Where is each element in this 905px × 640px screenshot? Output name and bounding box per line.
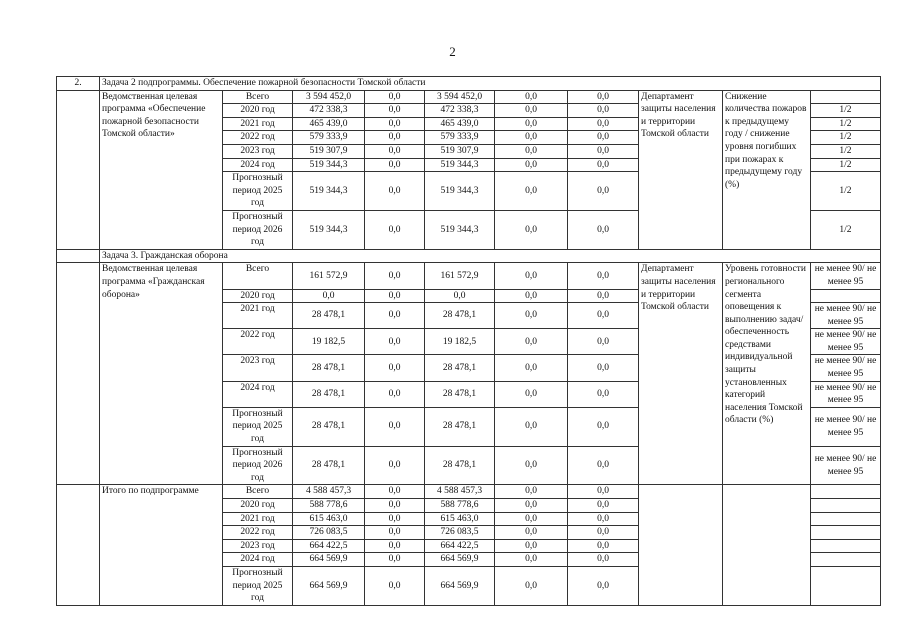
empty-cell — [811, 512, 881, 526]
amount-local: 0,0 — [495, 355, 568, 381]
amount-regional: 519 344,3 — [425, 210, 495, 249]
amount-total: 472 338,3 — [293, 104, 365, 118]
table-row — [57, 485, 881, 499]
empty-cell — [811, 553, 881, 567]
amount-extra: 0,0 — [568, 263, 639, 289]
empty-cell — [57, 263, 100, 485]
target-value: 1/2 — [811, 131, 881, 145]
department-name: Департамент защиты населения и территории Томской области — [639, 90, 723, 249]
amount-regional: 664 422,5 — [425, 539, 495, 553]
amount-federal: 0,0 — [365, 210, 425, 249]
table-row — [57, 263, 881, 289]
period-cell: 2024 год — [223, 158, 293, 172]
amount-regional: 465 439,0 — [425, 117, 495, 131]
period-cell: Прогнозный период 2025 год — [223, 566, 293, 605]
amount-regional: 28 478,1 — [425, 355, 495, 381]
target-value: не менее 90/ не менее 95 — [811, 355, 881, 381]
amount-total: 28 478,1 — [293, 303, 365, 329]
amount-extra: 0,0 — [568, 539, 639, 553]
amount-federal: 0,0 — [365, 263, 425, 289]
target-value: не менее 90/ не менее 95 — [811, 381, 881, 407]
amount-extra: 0,0 — [568, 131, 639, 145]
amount-local: 0,0 — [495, 131, 568, 145]
table-row — [57, 90, 881, 104]
amount-regional: 28 478,1 — [425, 407, 495, 446]
amount-federal: 0,0 — [365, 553, 425, 567]
amount-regional: 0,0 — [425, 289, 495, 303]
amount-regional: 664 569,9 — [425, 566, 495, 605]
amount-total: 28 478,1 — [293, 407, 365, 446]
department-name: Департамент защиты населения и территории Томской области — [639, 263, 723, 485]
target-value: не менее 90/ не менее 95 — [811, 303, 881, 329]
amount-regional: 615 463,0 — [425, 512, 495, 526]
amount-local: 0,0 — [495, 499, 568, 513]
empty-cell — [811, 485, 881, 499]
period-cell: Прогнозный период 2026 год — [223, 446, 293, 485]
amount-regional: 28 478,1 — [425, 381, 495, 407]
amount-total: 579 333,9 — [293, 131, 365, 145]
amount-total: 28 478,1 — [293, 446, 365, 485]
target-value: не менее 90/ не менее 95 — [811, 263, 881, 289]
amount-federal: 0,0 — [365, 117, 425, 131]
amount-extra: 0,0 — [568, 210, 639, 249]
amount-local: 0,0 — [495, 117, 568, 131]
amount-total: 519 307,9 — [293, 144, 365, 158]
amount-federal: 0,0 — [365, 566, 425, 605]
target-value: 1/2 — [811, 104, 881, 118]
amount-regional: 4 588 457,3 — [425, 485, 495, 499]
amount-local: 0,0 — [495, 526, 568, 540]
page-number: 2 — [449, 44, 456, 59]
period-cell: 2024 год — [223, 553, 293, 567]
amount-federal: 0,0 — [365, 131, 425, 145]
amount-regional: 519 344,3 — [425, 158, 495, 172]
amount-federal: 0,0 — [365, 144, 425, 158]
amount-federal: 0,0 — [365, 499, 425, 513]
amount-federal: 0,0 — [365, 303, 425, 329]
total-label: Итого по подпрограмме — [100, 485, 223, 605]
amount-regional: 19 182,5 — [425, 329, 495, 355]
target-value — [811, 289, 881, 303]
amount-extra: 0,0 — [568, 553, 639, 567]
amount-federal: 0,0 — [365, 172, 425, 211]
amount-total: 28 478,1 — [293, 381, 365, 407]
amount-extra: 0,0 — [568, 485, 639, 499]
amount-extra: 0,0 — [568, 90, 639, 104]
amount-local: 0,0 — [495, 539, 568, 553]
amount-local: 0,0 — [495, 553, 568, 567]
amount-regional: 579 333,9 — [425, 131, 495, 145]
amount-regional: 28 478,1 — [425, 303, 495, 329]
amount-federal: 0,0 — [365, 512, 425, 526]
target-value: 1/2 — [811, 158, 881, 172]
amount-total: 19 182,5 — [293, 329, 365, 355]
amount-federal: 0,0 — [365, 104, 425, 118]
amount-total: 161 572,9 — [293, 263, 365, 289]
period-cell: 2020 год — [223, 499, 293, 513]
amount-federal: 0,0 — [365, 526, 425, 540]
amount-extra: 0,0 — [568, 104, 639, 118]
period-cell: Прогнозный период 2026 год — [223, 210, 293, 249]
amount-extra: 0,0 — [568, 144, 639, 158]
amount-local: 0,0 — [495, 172, 568, 211]
amount-extra: 0,0 — [568, 526, 639, 540]
amount-regional: 726 083,5 — [425, 526, 495, 540]
amount-extra: 0,0 — [568, 407, 639, 446]
amount-extra: 0,0 — [568, 303, 639, 329]
amount-extra: 0,0 — [568, 566, 639, 605]
amount-regional: 588 778,6 — [425, 499, 495, 513]
amount-regional: 519 344,3 — [425, 172, 495, 211]
period-cell: 2022 год — [223, 131, 293, 145]
target-value: не менее 90/ не менее 95 — [811, 329, 881, 355]
amount-total: 726 083,5 — [293, 526, 365, 540]
period-cell: 2020 год — [223, 104, 293, 118]
amount-extra: 0,0 — [568, 329, 639, 355]
amount-extra: 0,0 — [568, 446, 639, 485]
amount-federal: 0,0 — [365, 355, 425, 381]
amount-extra: 0,0 — [568, 289, 639, 303]
amount-extra: 0,0 — [568, 355, 639, 381]
empty-cell — [723, 485, 811, 605]
amount-extra: 0,0 — [568, 499, 639, 513]
program-name: Ведомственная целевая программа «Обеспечение пожарной безопасности Томской области» — [100, 90, 223, 249]
amount-total: 28 478,1 — [293, 355, 365, 381]
target-value: 1/2 — [811, 210, 881, 249]
amount-local: 0,0 — [495, 407, 568, 446]
amount-local: 0,0 — [495, 158, 568, 172]
amount-local: 0,0 — [495, 329, 568, 355]
target-value: не менее 90/ не менее 95 — [811, 446, 881, 485]
amount-extra: 0,0 — [568, 512, 639, 526]
amount-local: 0,0 — [495, 90, 568, 104]
amount-federal: 0,0 — [365, 539, 425, 553]
empty-cell — [811, 566, 881, 605]
indicator-name: Снижение количества пожаров к предыдущему году / снижение уровня погибших при пожарах к предыдущему году (%) — [723, 90, 811, 249]
amount-total: 0,0 — [293, 289, 365, 303]
amount-federal: 0,0 — [365, 407, 425, 446]
target-value: не менее 90/ не менее 95 — [811, 407, 881, 446]
amount-federal: 0,0 — [365, 158, 425, 172]
period-cell: 2020 год — [223, 289, 293, 303]
amount-regional: 3 594 452,0 — [425, 90, 495, 104]
amount-local: 0,0 — [495, 512, 568, 526]
empty-cell — [57, 90, 100, 249]
target-value: 1/2 — [811, 144, 881, 158]
target-value: 1/2 — [811, 117, 881, 131]
subprogram-table — [56, 76, 881, 606]
period-cell: 2023 год — [223, 539, 293, 553]
amount-regional: 472 338,3 — [425, 104, 495, 118]
amount-total: 519 344,3 — [293, 172, 365, 211]
amount-local: 0,0 — [495, 485, 568, 499]
amount-extra: 0,0 — [568, 381, 639, 407]
program-name: Ведомственная целевая программа «Гражданская оборона» — [100, 263, 223, 485]
amount-regional: 28 478,1 — [425, 446, 495, 485]
indicator-name: Уровень готовности регионального сегмента оповещения к выполнению задач/ обеспеченность средствами индивидуальной защиты установленных категорий населения Томской области (%) — [723, 263, 811, 485]
amount-regional: 161 572,9 — [425, 263, 495, 289]
amount-total: 588 778,6 — [293, 499, 365, 513]
empty-cell — [811, 539, 881, 553]
period-cell: Всего — [223, 263, 293, 289]
amount-total: 519 344,3 — [293, 158, 365, 172]
period-cell: 2021 год — [223, 303, 293, 329]
empty-cell — [811, 526, 881, 540]
period-cell: 2023 год — [223, 355, 293, 381]
amount-extra: 0,0 — [568, 158, 639, 172]
amount-total: 664 569,9 — [293, 566, 365, 605]
amount-federal: 0,0 — [365, 289, 425, 303]
period-cell: 2022 год — [223, 329, 293, 355]
amount-local: 0,0 — [495, 303, 568, 329]
amount-federal: 0,0 — [365, 329, 425, 355]
target-value — [811, 90, 881, 104]
period-cell: Прогнозный период 2025 год — [223, 172, 293, 211]
amount-total: 465 439,0 — [293, 117, 365, 131]
amount-local: 0,0 — [495, 446, 568, 485]
amount-local: 0,0 — [495, 381, 568, 407]
period-cell: 2021 год — [223, 512, 293, 526]
amount-local: 0,0 — [495, 104, 568, 118]
amount-local: 0,0 — [495, 210, 568, 249]
amount-regional: 519 307,9 — [425, 144, 495, 158]
amount-total: 3 594 452,0 — [293, 90, 365, 104]
amount-total: 615 463,0 — [293, 512, 365, 526]
amount-total: 664 422,5 — [293, 539, 365, 553]
period-cell: Прогнозный период 2025 год — [223, 407, 293, 446]
amount-regional: 664 569,9 — [425, 553, 495, 567]
period-cell: 2022 год — [223, 526, 293, 540]
amount-total: 664 569,9 — [293, 553, 365, 567]
empty-cell — [57, 485, 100, 605]
period-cell: 2023 год — [223, 144, 293, 158]
amount-local: 0,0 — [495, 566, 568, 605]
amount-total: 519 344,3 — [293, 210, 365, 249]
amount-extra: 0,0 — [568, 117, 639, 131]
amount-local: 0,0 — [495, 144, 568, 158]
amount-federal: 0,0 — [365, 381, 425, 407]
period-cell: Всего — [223, 90, 293, 104]
amount-local: 0,0 — [495, 289, 568, 303]
amount-federal: 0,0 — [365, 90, 425, 104]
target-value: 1/2 — [811, 172, 881, 211]
period-cell: 2021 год — [223, 117, 293, 131]
amount-local: 0,0 — [495, 263, 568, 289]
period-cell: 2024 год — [223, 381, 293, 407]
amount-total: 4 588 457,3 — [293, 485, 365, 499]
empty-cell — [57, 249, 100, 263]
amount-extra: 0,0 — [568, 172, 639, 211]
empty-cell — [639, 485, 723, 605]
task-number: 2. — [57, 77, 100, 91]
empty-cell — [811, 499, 881, 513]
amount-federal: 0,0 — [365, 446, 425, 485]
amount-federal: 0,0 — [365, 485, 425, 499]
task-heading: Задача 3. Гражданская оборона — [100, 249, 881, 263]
period-cell: Всего — [223, 485, 293, 499]
task-heading: Задача 2 подпрограммы. Обеспечение пожарной безопасности Томской области — [100, 77, 881, 91]
